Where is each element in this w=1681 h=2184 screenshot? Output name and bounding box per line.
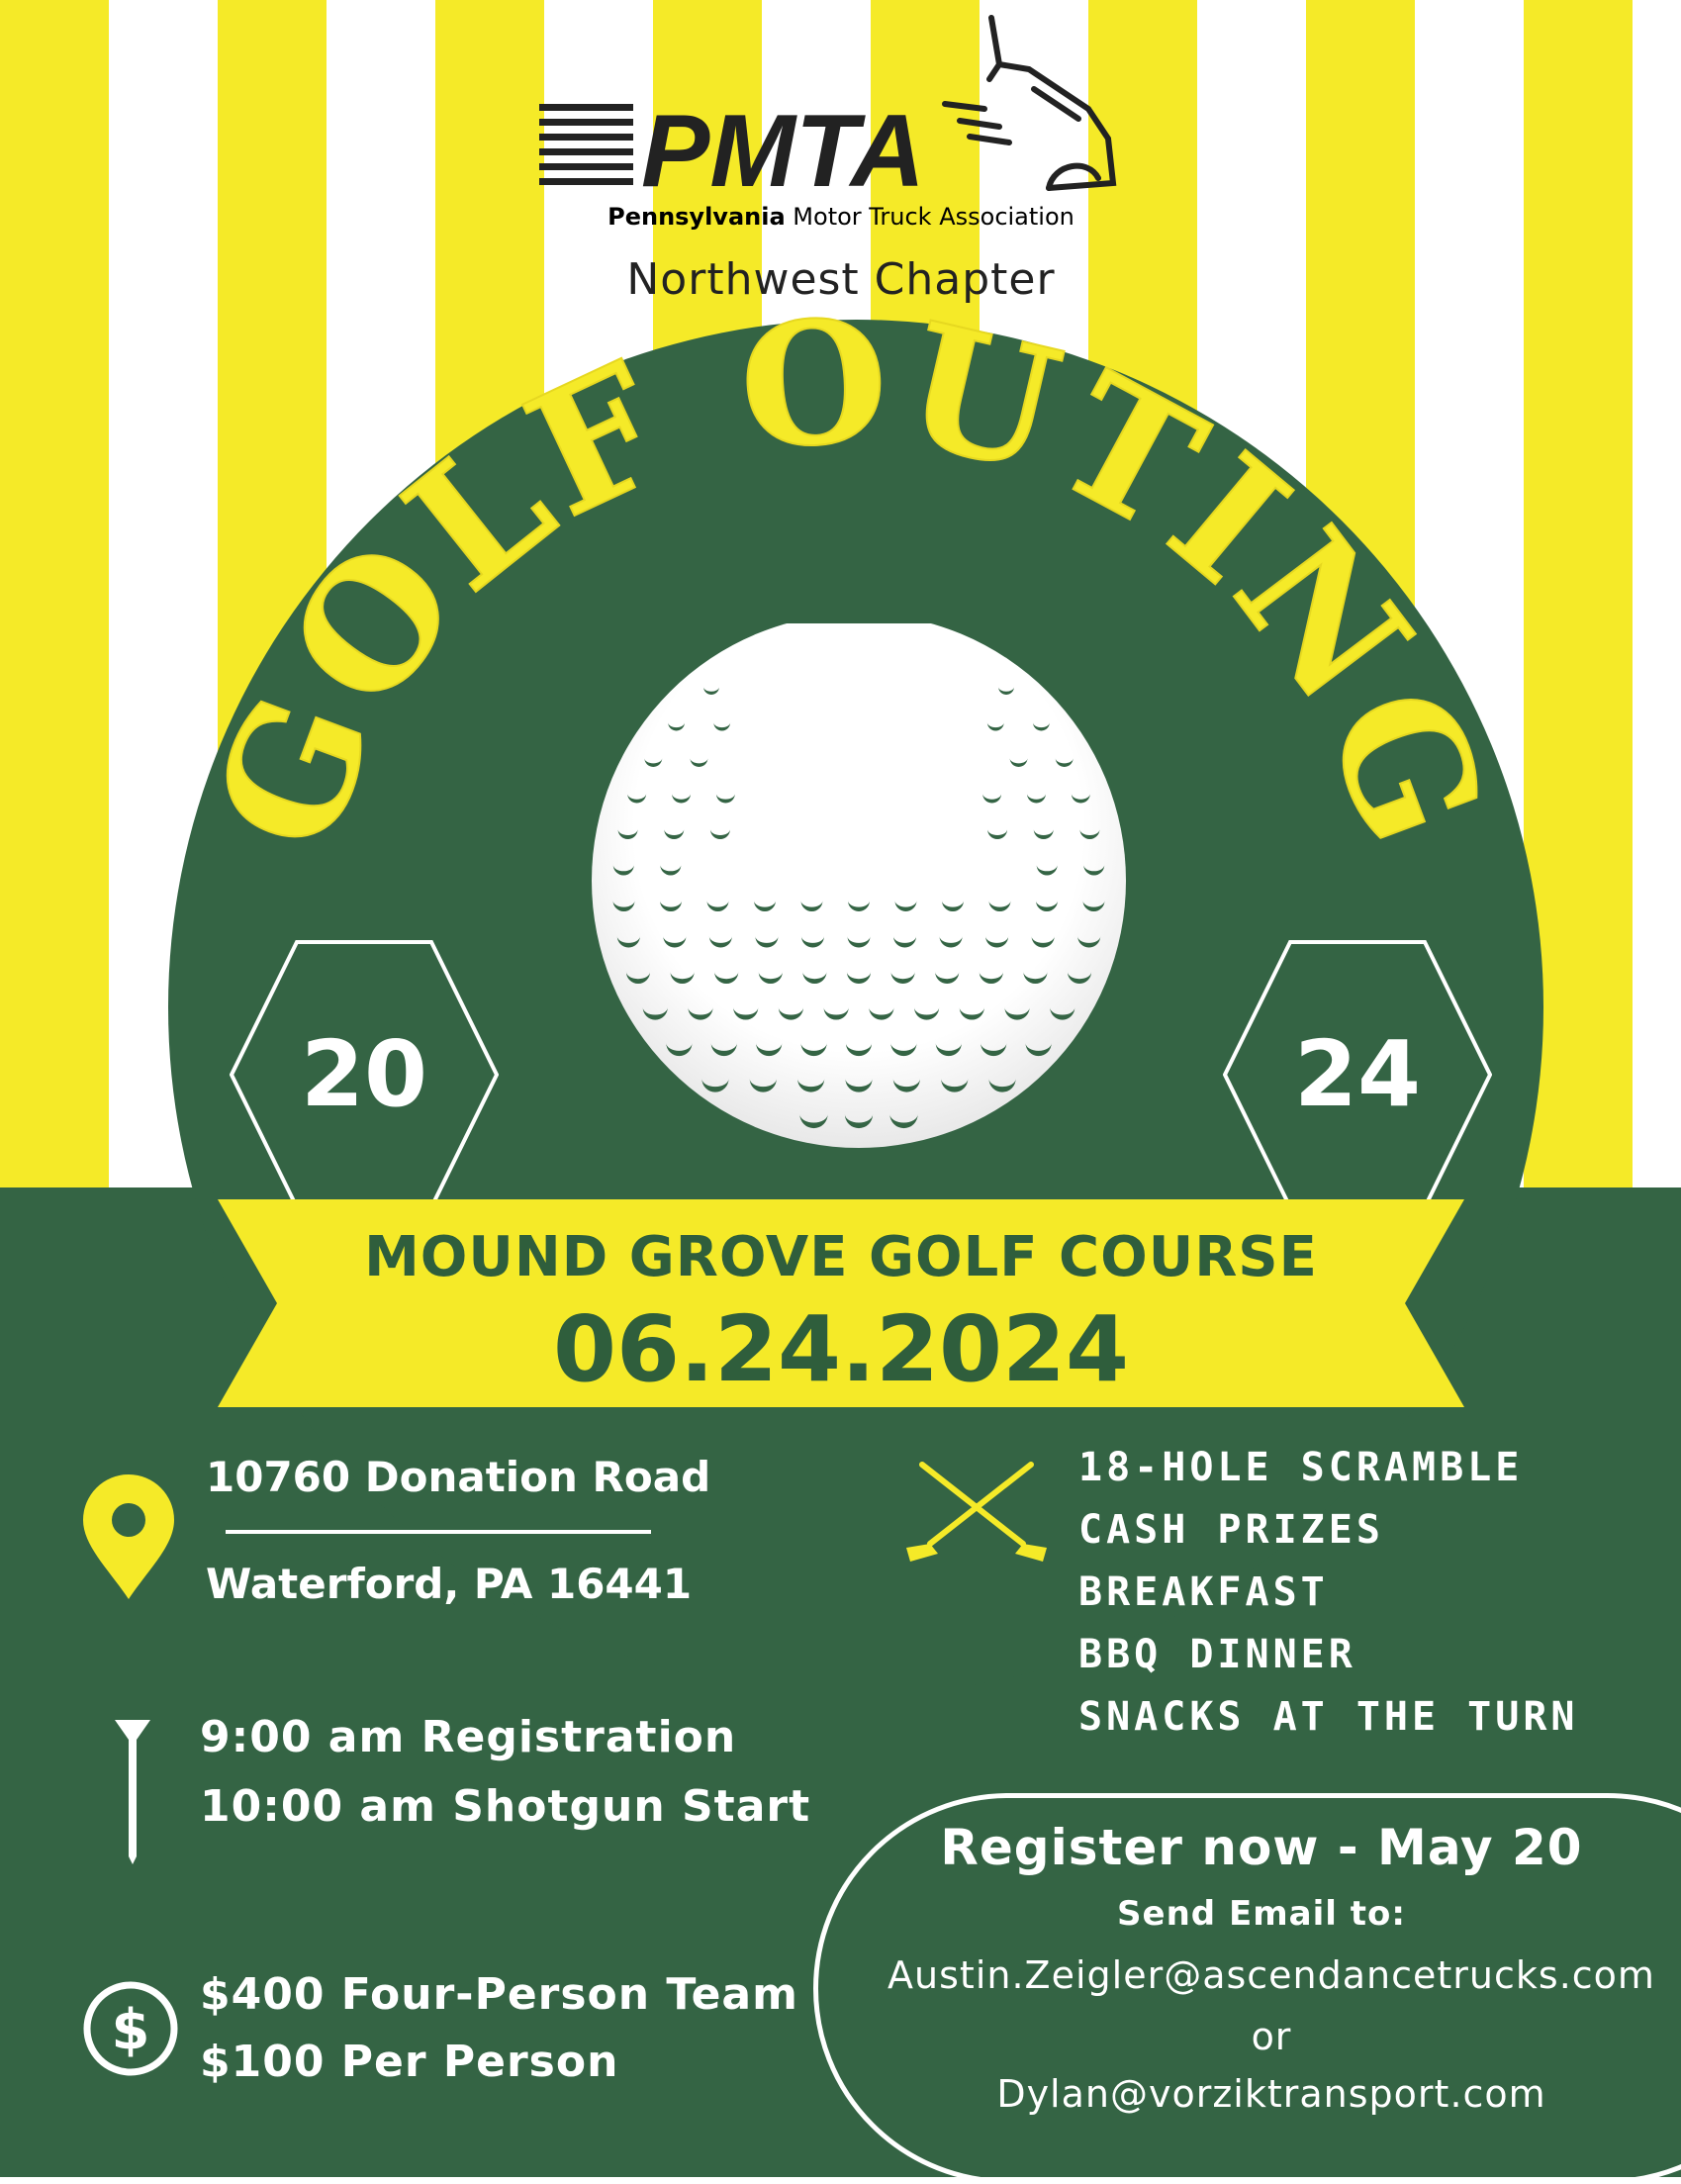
- logo-mark: PMTA: [641, 94, 925, 209]
- address-line-2: Waterford, PA 16441: [206, 1560, 693, 1608]
- association-name-rest: Motor Truck Association: [793, 203, 1074, 231]
- feature-item: CASH PRIZES: [1078, 1507, 1384, 1553]
- registration-time: 9:00 am Registration: [200, 1712, 737, 1762]
- year-right: 24: [1293, 1021, 1422, 1127]
- chapter-name: Northwest Chapter: [626, 254, 1056, 305]
- team-price: $400 Four-Person Team: [200, 1969, 798, 2020]
- contact-email-2[interactable]: Dylan@vorziktransport.com: [996, 2072, 1546, 2116]
- address-line-1: 10760 Donation Road: [206, 1453, 711, 1501]
- map-pin-icon: [79, 1472, 178, 1601]
- venue-name: MOUND GROVE GOLF COURSE: [364, 1225, 1318, 1289]
- shotgun-start-time: 10:00 am Shotgun Start: [200, 1781, 811, 1832]
- association-name-bold: Pennsylvania: [607, 203, 786, 231]
- registration-deadline: Register now - May 20: [940, 1819, 1583, 1876]
- feature-item: BREAKFAST: [1078, 1569, 1329, 1615]
- crossed-golf-clubs-icon: [902, 1459, 1051, 1567]
- feature-item: SNACKS AT THE TURN: [1078, 1694, 1579, 1740]
- year-left: 20: [300, 1021, 428, 1127]
- address-divider: [226, 1530, 651, 1534]
- contact-email-1[interactable]: Austin.Zeigler@ascendancetrucks.com: [887, 1953, 1655, 1997]
- event-date: 06.24.2024: [552, 1296, 1129, 1402]
- registration-instruction: Send Email to:: [1117, 1894, 1406, 1934]
- per-person-price: $100 Per Person: [200, 2037, 619, 2087]
- golf-tee-icon: [113, 1718, 152, 1866]
- dollar-coin-icon: [81, 1979, 180, 2078]
- feature-item: 18-HOLE SCRAMBLE: [1078, 1445, 1524, 1490]
- golf-ball-image: [582, 623, 1136, 1158]
- feature-item: BBQ DINNER: [1078, 1632, 1356, 1677]
- or-separator: or: [1251, 2015, 1292, 2058]
- svg-text:$: $: [111, 1998, 150, 2062]
- event-title: GOLF OUTING: [176, 281, 1526, 874]
